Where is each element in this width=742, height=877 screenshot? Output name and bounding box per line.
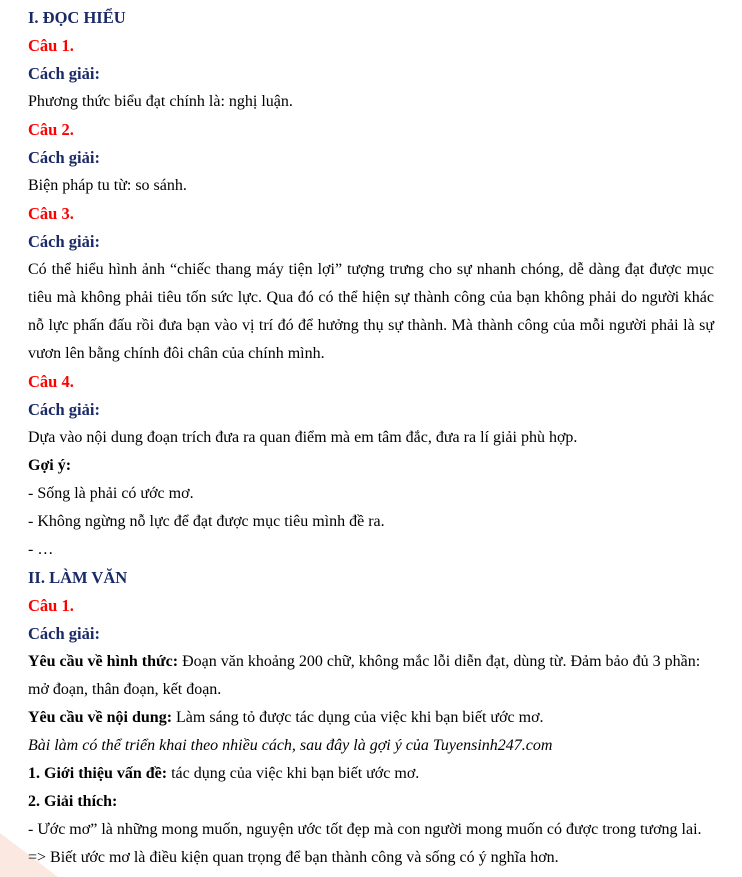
lead-text: Đoạn văn khoảng 200 chữ, không mắc lỗi diễn đạt, dùng từ. Đảm bảo đủ 3 phần: mở đoạn, thân đoạn, kết đoạn.	[28, 653, 701, 698]
lead-label: Yêu cầu về hình thức:	[28, 653, 179, 670]
paragraph: - Sống là phải có ước mơ.	[28, 485, 194, 502]
method-label: Cách giải:	[28, 624, 100, 643]
paragraph: - …	[28, 541, 54, 558]
section-heading: I. ĐỌC HIỂU	[28, 8, 126, 27]
paragraph	[28, 760, 714, 788]
note-italic: Bài làm có thể triển khai theo nhiều cách, sau đây là gợi ý của Tuyensinh247.com	[28, 737, 553, 754]
method-label: Cách giải:	[28, 64, 100, 83]
paragraph: Biện pháp tu từ: so sánh.	[28, 177, 187, 194]
question-label: Câu 3.	[28, 204, 74, 223]
lead-label: 1. Giới thiệu vấn đề:	[28, 765, 168, 782]
paragraph: - Ước mơ” là những mong muốn, nguyện ước tốt đẹp mà con người mong muốn có được trong tương lai.	[28, 821, 702, 838]
lead-text: tác dụng của việc khi bạn biết ước mơ.	[167, 765, 420, 782]
subheading: 2. Giải thích:	[28, 793, 118, 810]
question-label: Câu 4.	[28, 372, 74, 391]
method-label: Cách giải:	[28, 400, 100, 419]
question-label: Câu 1.	[28, 596, 74, 615]
paragraph: Dựa vào nội dung đoạn trích đưa ra quan điểm mà em tâm đắc, đưa ra lí giải phù hợp.	[28, 429, 578, 446]
paragraph	[28, 704, 714, 732]
question-label: Câu 2.	[28, 120, 74, 139]
subheading: Gợi ý:	[28, 457, 72, 474]
paragraph	[28, 648, 714, 704]
document-body	[28, 4, 714, 872]
paragraph: - Không ngừng nỗ lực để đạt được mục tiêu mình đề ra.	[28, 513, 385, 530]
lead-text: Làm sáng tỏ được tác dụng của việc khi bạn biết ước mơ.	[172, 709, 544, 726]
paragraph: Phương thức biểu đạt chính là: nghị luận.	[28, 93, 293, 110]
section-heading: II. LÀM VĂN	[28, 568, 128, 587]
method-label: Cách giải:	[28, 148, 100, 167]
question-label: Câu 1.	[28, 36, 74, 55]
method-label: Cách giải:	[28, 232, 100, 251]
paragraph: Có thể hiểu hình ảnh “chiếc thang máy tiện lợi” tượng trưng cho sự nhanh chóng, dễ dàng đạt được mục tiêu mà không phải tiêu tốn sức lực. Qua đó có thể hiện sự thành công của bạn không phải do người khác nỗ lực phấn đấu rồi đưa bạn vào vị trí đó để hưởng thụ sự thành. Mà thành công của mỗi người phải là sự vươn lên bằng chính đôi chân của chính mình.	[28, 261, 714, 362]
paragraph: => Biết ước mơ là điều kiện quan trọng để bạn thành công và sống có ý nghĩa hơn.	[28, 849, 559, 866]
lead-label: Yêu cầu về nội dung:	[28, 709, 173, 726]
